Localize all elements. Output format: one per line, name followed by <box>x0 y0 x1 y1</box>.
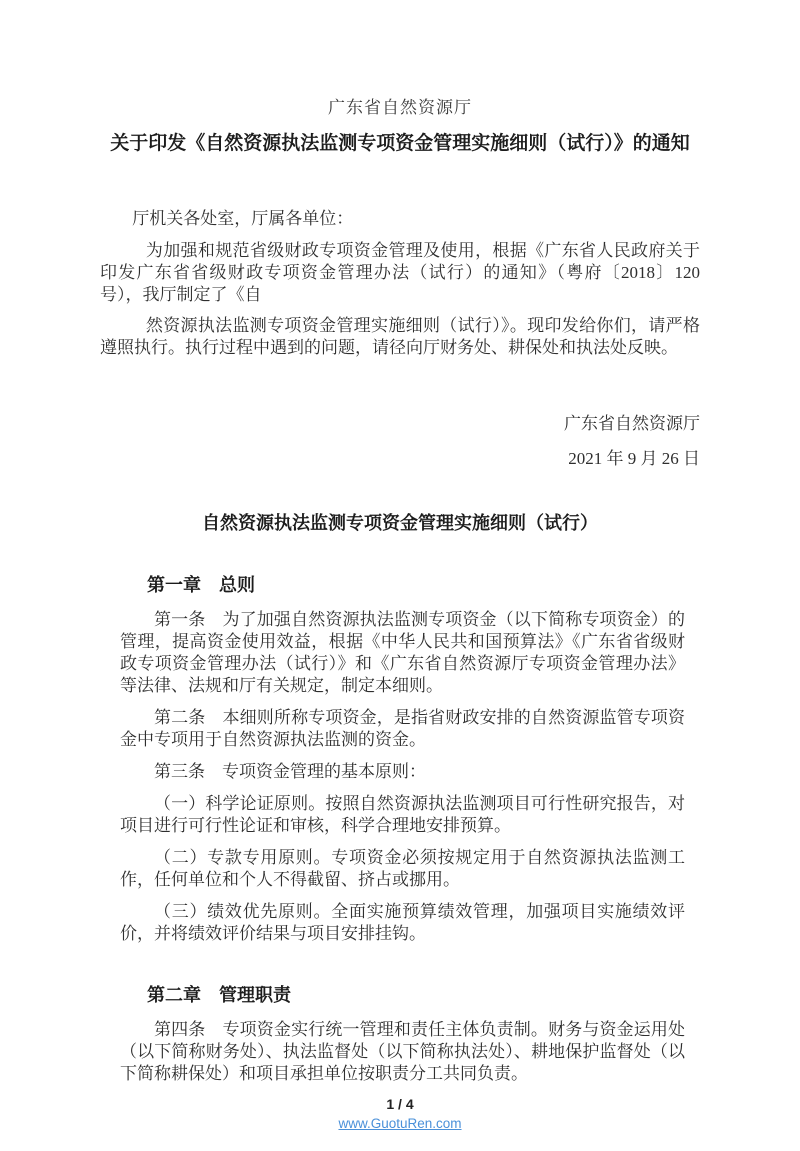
regulation-title: 自然资源执法监测专项资金管理实施细则（试行） <box>202 513 598 533</box>
chapter-1-heading: 第一章 总则 <box>147 575 255 595</box>
article-3-item-3: （三）绩效优先原则。全面实施预算绩效管理，加强项目实施绩效评价，并将绩效评价结果与项目安排挂钩。 <box>120 902 685 943</box>
notice-paragraph-2: 然资源执法监测专项资金管理实施细则（试行）》。现印发给你们，请严格遵照执行。执行过程中遇到的问题，请径向厅财务处、耕保处和执法处反映。 <box>100 316 700 357</box>
issuing-org-header: 广东省自然资源厅 <box>328 98 472 117</box>
notice-title: 关于印发《自然资源执法监测专项资金管理实施细则（试行）》的通知 <box>110 133 690 154</box>
salutation: 厅机关各处室，厅属各单位： <box>132 209 354 228</box>
notice-body <box>100 208 700 470</box>
article-3-item-1: （一）科学论证原则。按照自然资源执法监测项目可行性研究报告，对项目进行可行性论证和审核，科学合理地安排预算。 <box>120 794 685 835</box>
signature-org: 广东省自然资源厅 <box>564 414 700 433</box>
article-3-item-2: （二）专款专用原则。专项资金必须按规定用于自然资源执法监测工作，任何单位和个人不得截留、挤占或挪用。 <box>120 848 685 889</box>
chapter-2-heading: 第二章 管理职责 <box>147 985 291 1005</box>
article-3: 第三条 专项资金管理的基本原则： <box>154 762 426 781</box>
article-4: 第四条 专项资金实行统一管理和责任主体负责制。财务与资金运用处（以下简称财务处）、执法监督处（以下简称执法处）、耕地保护监督处（以下简称耕保处）和项目承担单位按职责分工共同负责。 <box>120 1020 685 1083</box>
article-1: 第一条 为了加强自然资源执法监测专项资金（以下简称专项资金）的管理，提高资金使用效益，根据《中华人民共和国预算法》《广东省省级财政专项资金管理办法（试行）》和《广东省自然资源厅专项资金管理办法》等法律、法规和厅有关规定，制定本细则。 <box>120 610 685 695</box>
page-footer <box>100 1095 700 1133</box>
footer-link[interactable]: www.GuotuRen.com <box>338 1116 462 1131</box>
regulation-body <box>120 573 685 1085</box>
article-2: 第二条 本细则所称专项资金，是指省财政安排的自然资源监管专项资金中专项用于自然资源执法监测的资金。 <box>120 708 685 749</box>
signature-date: 2021 年 9 月 26 日 <box>568 449 700 468</box>
page-indicator: 1 / 4 <box>386 1096 414 1112</box>
notice-paragraph-1: 为加强和规范省级财政专项资金管理及使用，根据《广东省人民政府关于印发广东省省级财政专项资金管理办法（试行）的通知》（粤府〔2018〕120 号），我厅制定了《自 <box>100 241 700 304</box>
